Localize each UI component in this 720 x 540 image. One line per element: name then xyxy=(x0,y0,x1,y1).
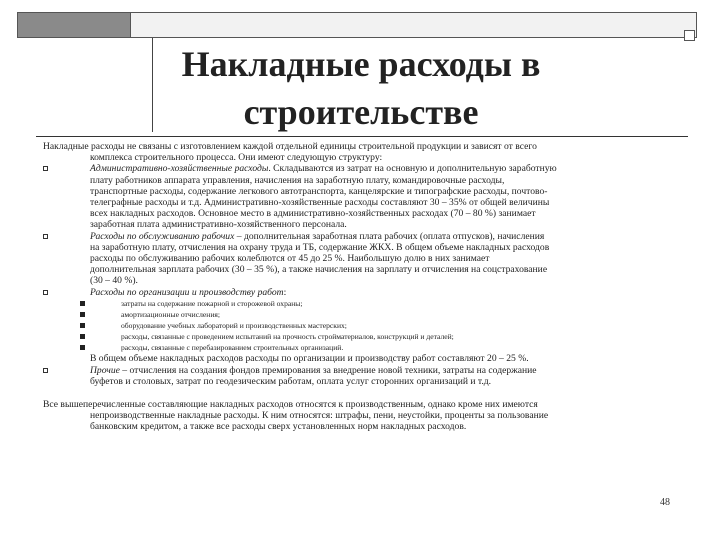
item-text: телеграфные расходы и т.д. Административно-хозяйственные расходы составляют 30 – 35% от общей величины xyxy=(90,197,550,209)
item-text: плату работников аппарата управления, начисления на заработную плату, командировочные расходы, xyxy=(90,174,505,186)
sub-list-item xyxy=(43,309,683,320)
sub-list-item xyxy=(43,331,683,342)
filled-square-bullet-icon xyxy=(80,334,85,339)
item-title: Расходы по обслуживанию рабочих xyxy=(90,230,235,242)
hollow-square-bullet-icon xyxy=(43,290,48,295)
item-text: транспортные расходы, содержание легкового автотранспорта, канцелярские и типографские расходы, почтово- xyxy=(90,185,548,197)
sub-item-text: амортизационные отчисления; xyxy=(121,309,221,319)
title-line-1: Накладные расходы в xyxy=(181,44,541,84)
sub-item-text: расходы, связанные с проведением испытаний на прочность стройматериалов, конструкций и деталей; xyxy=(121,332,454,342)
list-item-organization xyxy=(43,287,683,298)
page-number: 48 xyxy=(660,497,670,508)
item-text: на заработную плату, отчисления на охрану труда и ТБ, содержание ЖКХ. В общем объеме накладных расходов xyxy=(90,241,550,253)
list-item-workers xyxy=(43,231,683,287)
decorative-header-bar xyxy=(17,12,697,38)
spacer xyxy=(43,387,683,399)
final-paragraph-line: непроизводственные накладные расходы. К ним относятся: штрафы, пени, неустойки, проценты за пользование xyxy=(90,410,549,422)
sub-list-item xyxy=(43,298,683,309)
sub-item-text: затраты на содержание пожарной и сторожевой охраны; xyxy=(121,298,303,308)
slide-title xyxy=(152,40,570,136)
final-paragraph-line: банковским кредитом, а также все расходы сверх установленных норм накладных расходов. xyxy=(90,421,467,433)
organization-summary: В общем объеме накладных расходов расходы по организации и производству работ составляют 20 – 25 %. xyxy=(90,353,529,365)
intro-line-cont: комплекса строительного процесса. Они имеют следующую структуру: xyxy=(90,152,383,164)
item-text: : xyxy=(283,286,287,298)
hollow-square-bullet-icon xyxy=(43,166,48,171)
item-text: дополнительная зарплата рабочих (30 – 35 %), а также начисления на зарплату и отчисления на соцстрахование xyxy=(90,264,548,276)
filled-square-bullet-icon xyxy=(80,323,85,328)
filled-square-bullet-icon xyxy=(80,312,85,317)
sub-item-text: расходы, связанные с перебазированием строительных организаций. xyxy=(121,343,344,353)
item-text: буфетов и столовых, затрат по геодезическим работам, оплата услуг сторонних организаций и т.д. xyxy=(90,375,492,387)
decorative-dark-block xyxy=(17,12,131,38)
item-title: Прочие xyxy=(90,364,120,376)
sub-list-item xyxy=(43,342,683,353)
list-item-admin xyxy=(43,163,683,230)
intro-line: Накладные расходы не связаны с изготовлением каждой отдельной единицы строительной продукции и зависят от всего xyxy=(43,141,537,152)
hollow-square-bullet-icon xyxy=(43,234,48,239)
hollow-square-bullet-icon xyxy=(43,368,48,373)
item-text: расходы по обслуживанию рабочих колеблются от 45 до 25 %. Наибольшую долю в них занимает xyxy=(90,253,490,265)
title-divider xyxy=(36,136,688,137)
final-paragraph-line: Все вышеперечисленные составляющие накладных расходов относятся к производственным, однако кроме них имеются xyxy=(43,398,538,410)
decorative-light-block xyxy=(131,12,697,38)
item-title: Административно-хозяйственные расходы xyxy=(90,163,269,175)
item-text: . Складываются из затрат на основную и дополнительную заработную xyxy=(268,163,557,175)
list-item-other xyxy=(43,365,683,387)
sub-list-item xyxy=(43,320,683,331)
item-text: всех накладных расходов. Основное место в административно-хозяйственных расходах (70 – 80 %) занимает xyxy=(90,208,536,220)
slide-content xyxy=(43,141,683,433)
item-title: Расходы по организации и производству работ xyxy=(90,286,284,298)
sub-item-text: оборудование учебных лабораторий и производственных мастерских; xyxy=(121,321,347,331)
filled-square-bullet-icon xyxy=(80,345,85,350)
filled-square-bullet-icon xyxy=(80,301,85,306)
item-text: заработная плата административно-хозяйственного персонала. xyxy=(90,219,347,231)
item-text: (30 – 40 %). xyxy=(90,275,138,287)
decorative-square xyxy=(684,30,695,41)
item-text: – дополнительная заработная плата рабочих (оплата отпусков), начисления xyxy=(234,230,545,242)
title-line-2: строительстве xyxy=(243,92,479,132)
item-text: – отчисления на создания фондов премирования за внедрение новой техники, затраты на содержание xyxy=(119,364,537,376)
